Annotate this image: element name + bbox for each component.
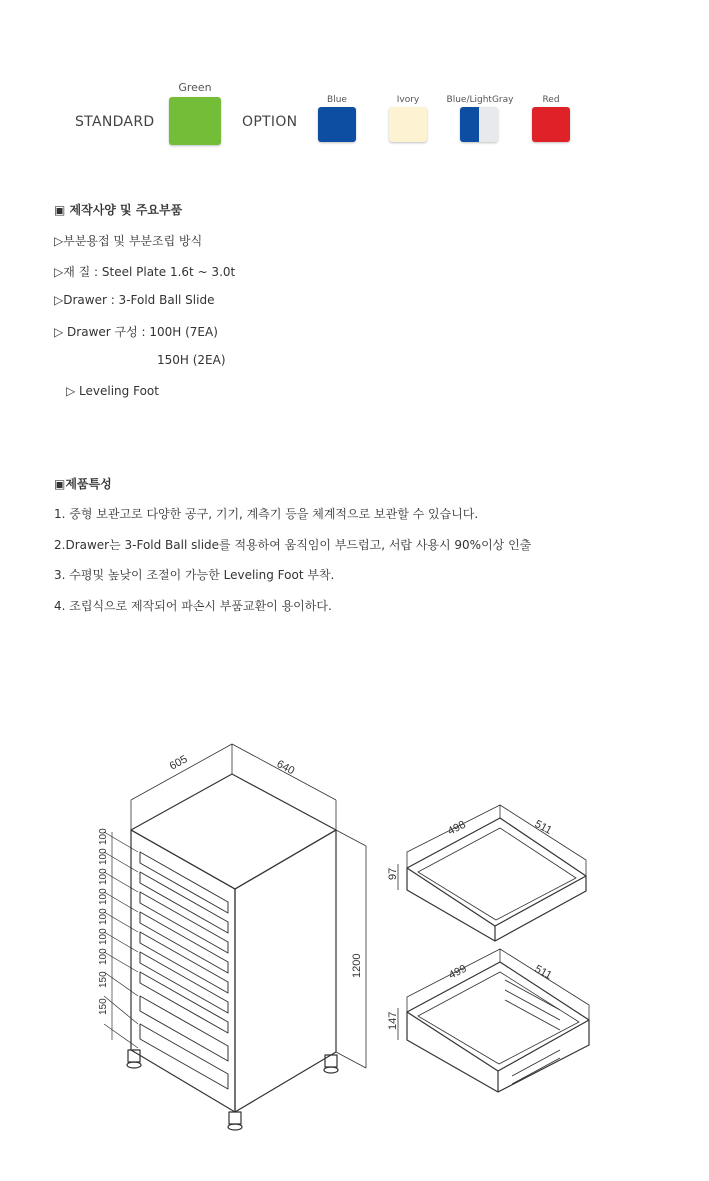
option-label: OPTION bbox=[242, 114, 298, 130]
technical-drawing bbox=[0, 700, 709, 1170]
dim-height: 1200 bbox=[351, 953, 363, 978]
dim-width: 605 bbox=[167, 753, 190, 773]
dim-small-width: 498 bbox=[445, 818, 468, 838]
dim-drawer: 100 bbox=[98, 888, 109, 905]
dim-large-width: 499 bbox=[446, 962, 469, 982]
standard-label: STANDARD bbox=[75, 114, 155, 130]
spec-item: 150H (2EA) bbox=[157, 353, 226, 367]
dim-drawer: 100 bbox=[98, 848, 109, 865]
blue-lightgray-swatch bbox=[460, 107, 498, 142]
ivory-label: Ivory bbox=[396, 95, 420, 105]
cabinet-side bbox=[235, 830, 336, 1112]
spec-title: ▣ 제작사양 및 주요부품 bbox=[54, 203, 183, 217]
feature-item: 1. 중형 보관고로 다양한 공구, 기기, 계측기 등을 체계적으로 보관할 수 있습니다. bbox=[54, 507, 479, 521]
dim-drawer: 150 bbox=[98, 971, 109, 988]
spec-item: ▷부분용접 및 부분조립 방식 bbox=[54, 234, 203, 248]
feature-item: 3. 수평및 높낮이 조절이 가능한 Leveling Foot 부착. bbox=[54, 568, 335, 582]
spec-item: ▷ Drawer 구성 : 100H (7EA) bbox=[54, 325, 218, 339]
feature-item: 4. 조립식으로 제작되어 파손시 부품교환이 용이하다. bbox=[54, 599, 332, 613]
dim-drawer: 150 bbox=[98, 998, 109, 1015]
dim-drawer: 100 bbox=[98, 828, 109, 845]
green-swatch bbox=[169, 97, 221, 145]
blue-swatch bbox=[318, 107, 356, 142]
feature-item: 2.Drawer는 3-Fold Ball slide를 적용하여 움직임이 부드럽고, 서랍 사용시 90%이상 인출 bbox=[54, 538, 532, 552]
dim-drawer: 100 bbox=[98, 928, 109, 945]
dim-small-height: 97 bbox=[387, 867, 399, 880]
spec-item: ▷재 질 : Steel Plate 1.6t ~ 3.0t bbox=[54, 265, 236, 279]
blue-label: Blue bbox=[327, 95, 347, 105]
red-swatch bbox=[532, 107, 570, 142]
blue-lightgray-label: Blue/LightGray bbox=[446, 95, 514, 105]
spec-item: ▷ Leveling Foot bbox=[66, 384, 159, 398]
dim-small-depth: 511 bbox=[532, 818, 554, 837]
green-label: Green bbox=[178, 81, 212, 94]
ivory-swatch bbox=[389, 107, 427, 142]
small-drawer bbox=[407, 818, 586, 926]
spec-item: ▷Drawer : 3-Fold Ball Slide bbox=[54, 293, 215, 307]
dim-large-height: 147 bbox=[387, 1011, 399, 1030]
dim-drawer: 100 bbox=[98, 948, 109, 965]
large-drawer bbox=[407, 962, 589, 1071]
red-label: Red bbox=[542, 95, 560, 105]
cabinet-front bbox=[131, 830, 235, 1112]
dim-drawer: 100 bbox=[98, 868, 109, 885]
dim-large-depth: 511 bbox=[532, 963, 554, 982]
dim-depth: 640 bbox=[274, 758, 297, 778]
cabinet-top bbox=[131, 774, 336, 889]
dim-drawer: 100 bbox=[98, 908, 109, 925]
feature-title: ▣제품특성 bbox=[54, 477, 112, 491]
